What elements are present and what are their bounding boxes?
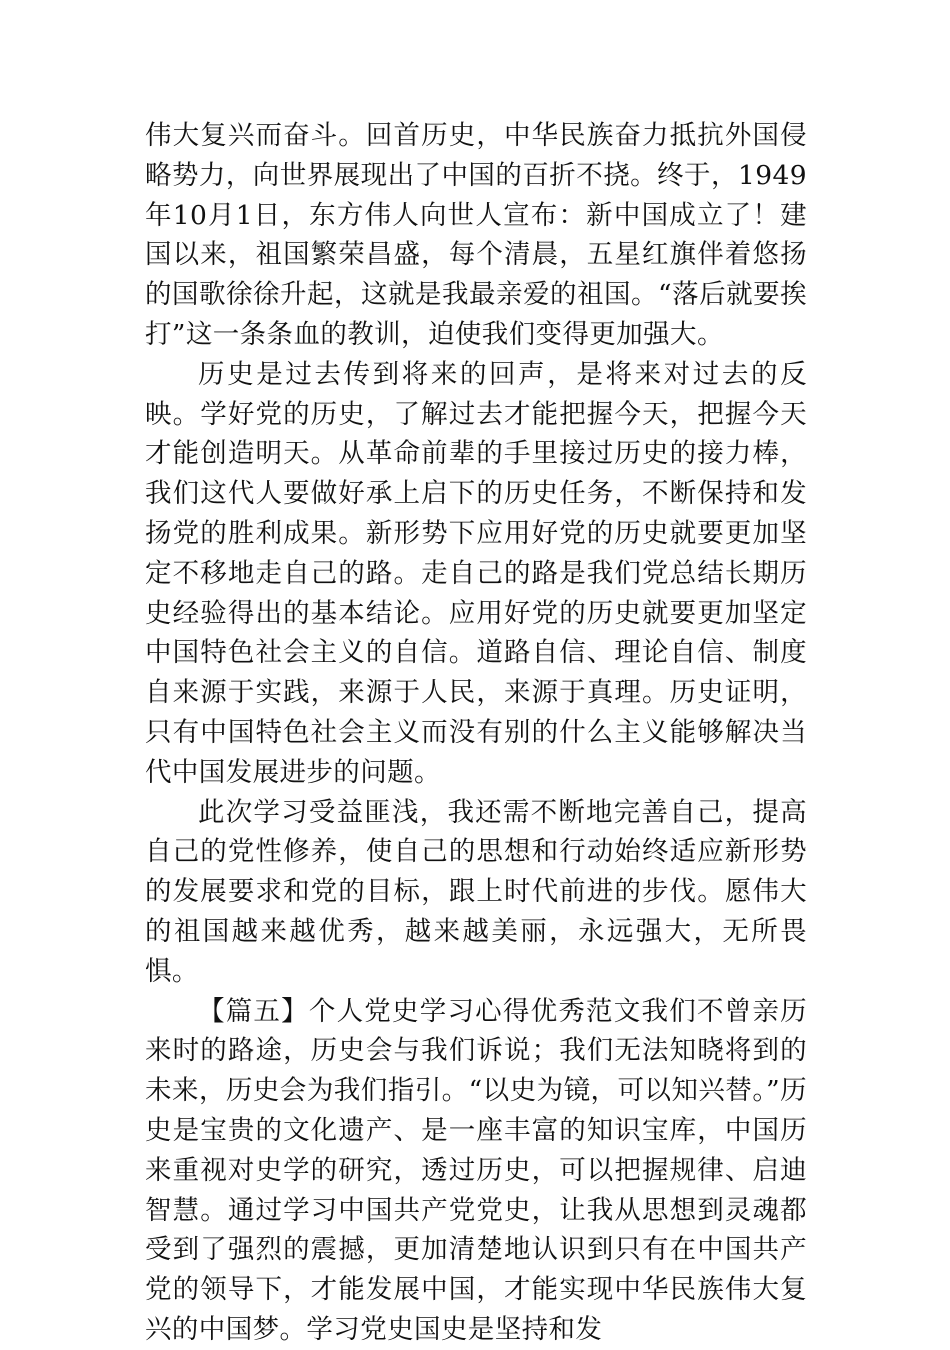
paragraph-continuation: 伟大复兴而奋斗。回首历史，中华民族奋力抵抗外国侵略势力，向世界展现出了中国的百折不挠。终于，1949年10月1日，东方伟人向世人宣布：新中国成立了！建国以来，祖国繁荣昌盛，每个清晨，五星红旗伴着悠扬的国歌徐徐升起，这就是我最亲爱的祖国。“落后就要挨打”这一条条血的教训，迫使我们变得更加强大。 <box>145 120 807 350</box>
paragraph-study-benefit: 此次学习受益匪浅，我还需不断地完善自己，提高自己的党性修养，使自己的思想和行动始终适应新形势的发展要求和党的目标，跟上时代前进的步伐。愿伟大的祖国越来越优秀，越来越美丽，永远强大，无所畏惧。 <box>145 796 807 987</box>
paragraph-chapter-five: 【篇五】个人党史学习心得优秀范文我们不曾亲历来时的路途，历史会与我们诉说；我们无法知晓将到的未来，历史会为我们指引。“以史为镜，可以知兴替。”历史是宝贵的文化遗产、是一座丰富的知识宝库，中国历来重视对史学的研究，透过历史，可以把握规律、启迪智慧。通过学习中国共产党党史，让我从思想到灵魂都受到了强烈的震撼，更加清楚地认识到只有在中国共产党的领导下，才能发展中国，才能实现中华民族伟大复兴的中国梦。学习党史国史是坚持和发 <box>145 995 807 1345</box>
paragraph-history-echo: 历史是过去传到将来的回声，是将来对过去的反映。学好党的历史，了解过去才能把握今天，把握今天才能创造明天。从革命前辈的手里接过历史的接力棒，我们这代人要做好承上启下的历史任务，不断保持和发扬党的胜利成果。新形势下应用好党的历史就要更加坚定不移地走自己的路。走自己的路是我们党总结长期历史经验得出的基本结论。应用好党的历史就要更加坚定中国特色社会主义的自信。道路自信、理论自信、制度自来源于实践，来源于人民，来源于真理。历史证明，只有中国特色社会主义而没有别的什么主义能够解决当代中国发展进步的问题。 <box>145 358 807 788</box>
document-body <box>145 116 807 1350</box>
